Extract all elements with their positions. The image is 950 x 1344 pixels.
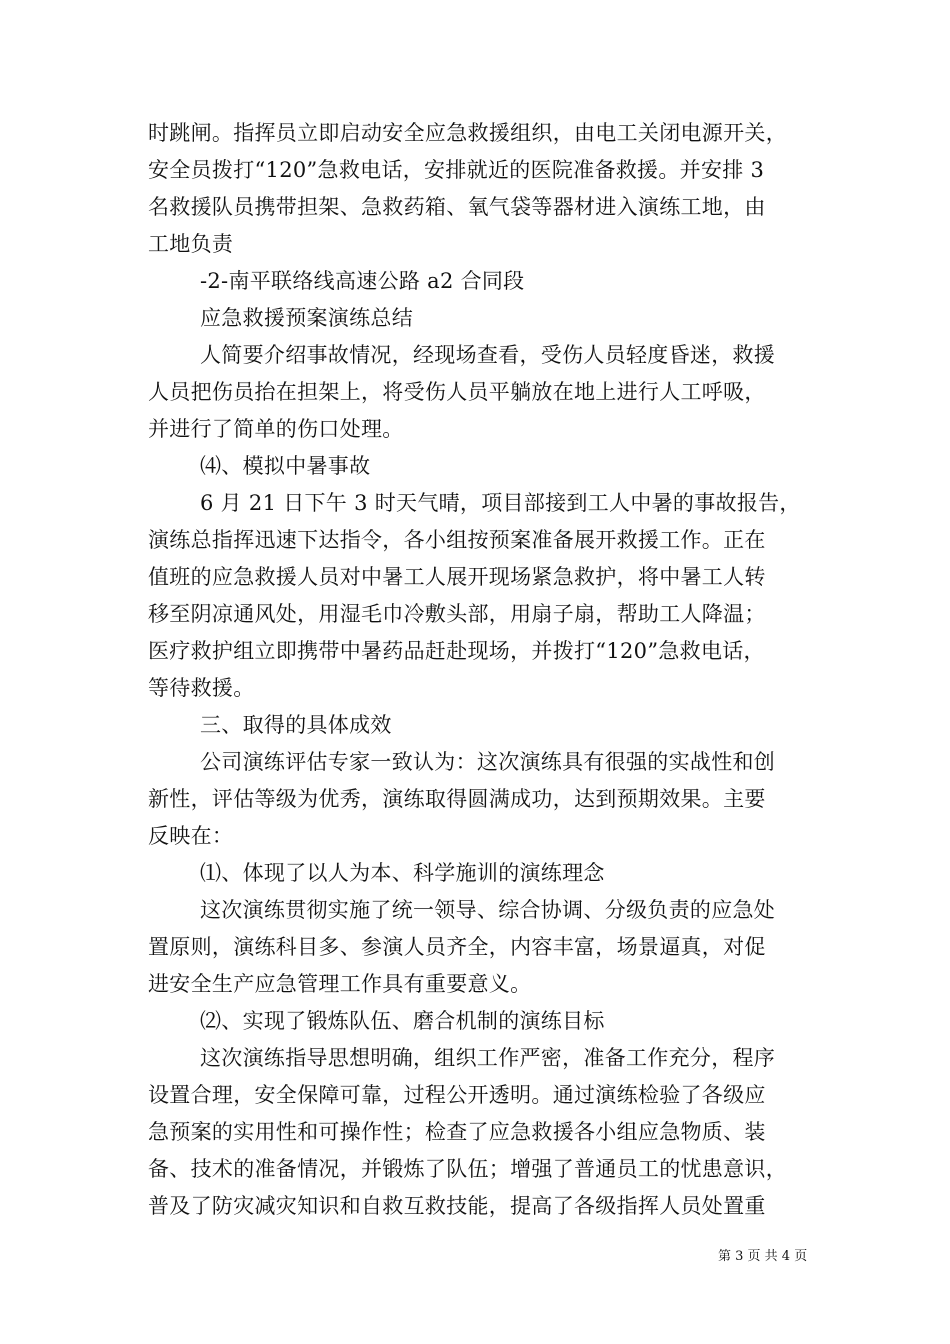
body-text-line: 这次演练贯彻实施了统一领导、综合协调、分级负责的应急处: [200, 898, 776, 922]
body-text-line: 普及了防灾减灾知识和自救互救技能，提高了各级指挥人员处置重: [148, 1194, 766, 1218]
body-text-line: 新性，评估等级为优秀，演练取得圆满成功，达到预期效果。主要: [148, 787, 766, 811]
body-text-line: 工地负责: [148, 232, 234, 256]
body-text-line: 时跳闸。指挥员立即启动安全应急救援组织，由电工关闭电源开关，: [148, 121, 787, 145]
body-text-line: 名救援队员携带担架、急救药箱、氧气袋等器材进入演练工地，由: [148, 195, 766, 219]
body-text-line: 并进行了简单的伤口处理。: [148, 417, 404, 441]
subheading-line: ⑴、体现了以人为本、科学施训的演练理念: [200, 861, 605, 885]
body-text-line: 急预案的实用性和可操作性；检查了应急救援各小组应急物质、装: [148, 1120, 766, 1144]
body-text-line: 演练总指挥迅速下达指令，各小组按预案准备展开救援工作。正在: [148, 528, 766, 552]
body-text-line: 6 月 21 日下午 3 时天气晴，项目部接到工人中暑的事故报告，: [200, 491, 801, 515]
body-text-line: 医疗救护组立即携带中暑药品赶赴现场，并拨打“120”急救电话，: [148, 639, 765, 663]
body-text-line: 进安全生产应急管理工作具有重要意义。: [148, 972, 532, 996]
body-text-line: 设置合理，安全保障可靠，过程公开透明。通过演练检验了各级应: [148, 1083, 766, 1107]
section-heading-line: 三、取得的具体成效: [200, 713, 392, 737]
body-text-line: 备、技术的准备情况，并锻炼了队伍；增强了普通员工的忧患意识，: [148, 1157, 787, 1181]
page-number-footer: 第 3 页 共 4 页: [718, 1249, 808, 1264]
body-text-line: 等待救援。: [148, 676, 255, 700]
body-text-line: 安全员拨打“120”急救电话，安排就近的医院准备救援。并安排 3: [148, 158, 765, 182]
body-text-line: 值班的应急救援人员对中暑工人展开现场紧急救护，将中暑工人转: [148, 565, 766, 589]
body-text-line: 置原则，演练科目多、参演人员齐全，内容丰富，场景逼真，对促: [148, 935, 766, 959]
body-text-line: 这次演练指导思想明确，组织工作严密，准备工作充分，程序: [200, 1046, 776, 1070]
subheading-line: ⑵、实现了锻炼队伍、磨合机制的演练目标: [200, 1009, 605, 1033]
body-text-line: 公司演练评估专家一致认为：这次演练具有很强的实战性和创: [200, 750, 776, 774]
section-header-line: -2-南平联络线高速公路 a2 合同段: [200, 269, 525, 293]
section-title-line: 应急救援预案演练总结: [200, 306, 413, 330]
subheading-line: ⑷、模拟中暑事故: [200, 454, 371, 478]
body-text-line: 反映在：: [148, 824, 234, 848]
body-text-line: 人员把伤员抬在担架上，将受伤人员平躺放在地上进行人工呼吸，: [148, 380, 766, 404]
body-text-line: 移至阴凉通风处，用湿毛巾冷敷头部，用扇子扇，帮助工人降温；: [148, 602, 766, 626]
body-text-line: 人简要介绍事故情况，经现场查看，受伤人员轻度昏迷，救援: [200, 343, 776, 367]
